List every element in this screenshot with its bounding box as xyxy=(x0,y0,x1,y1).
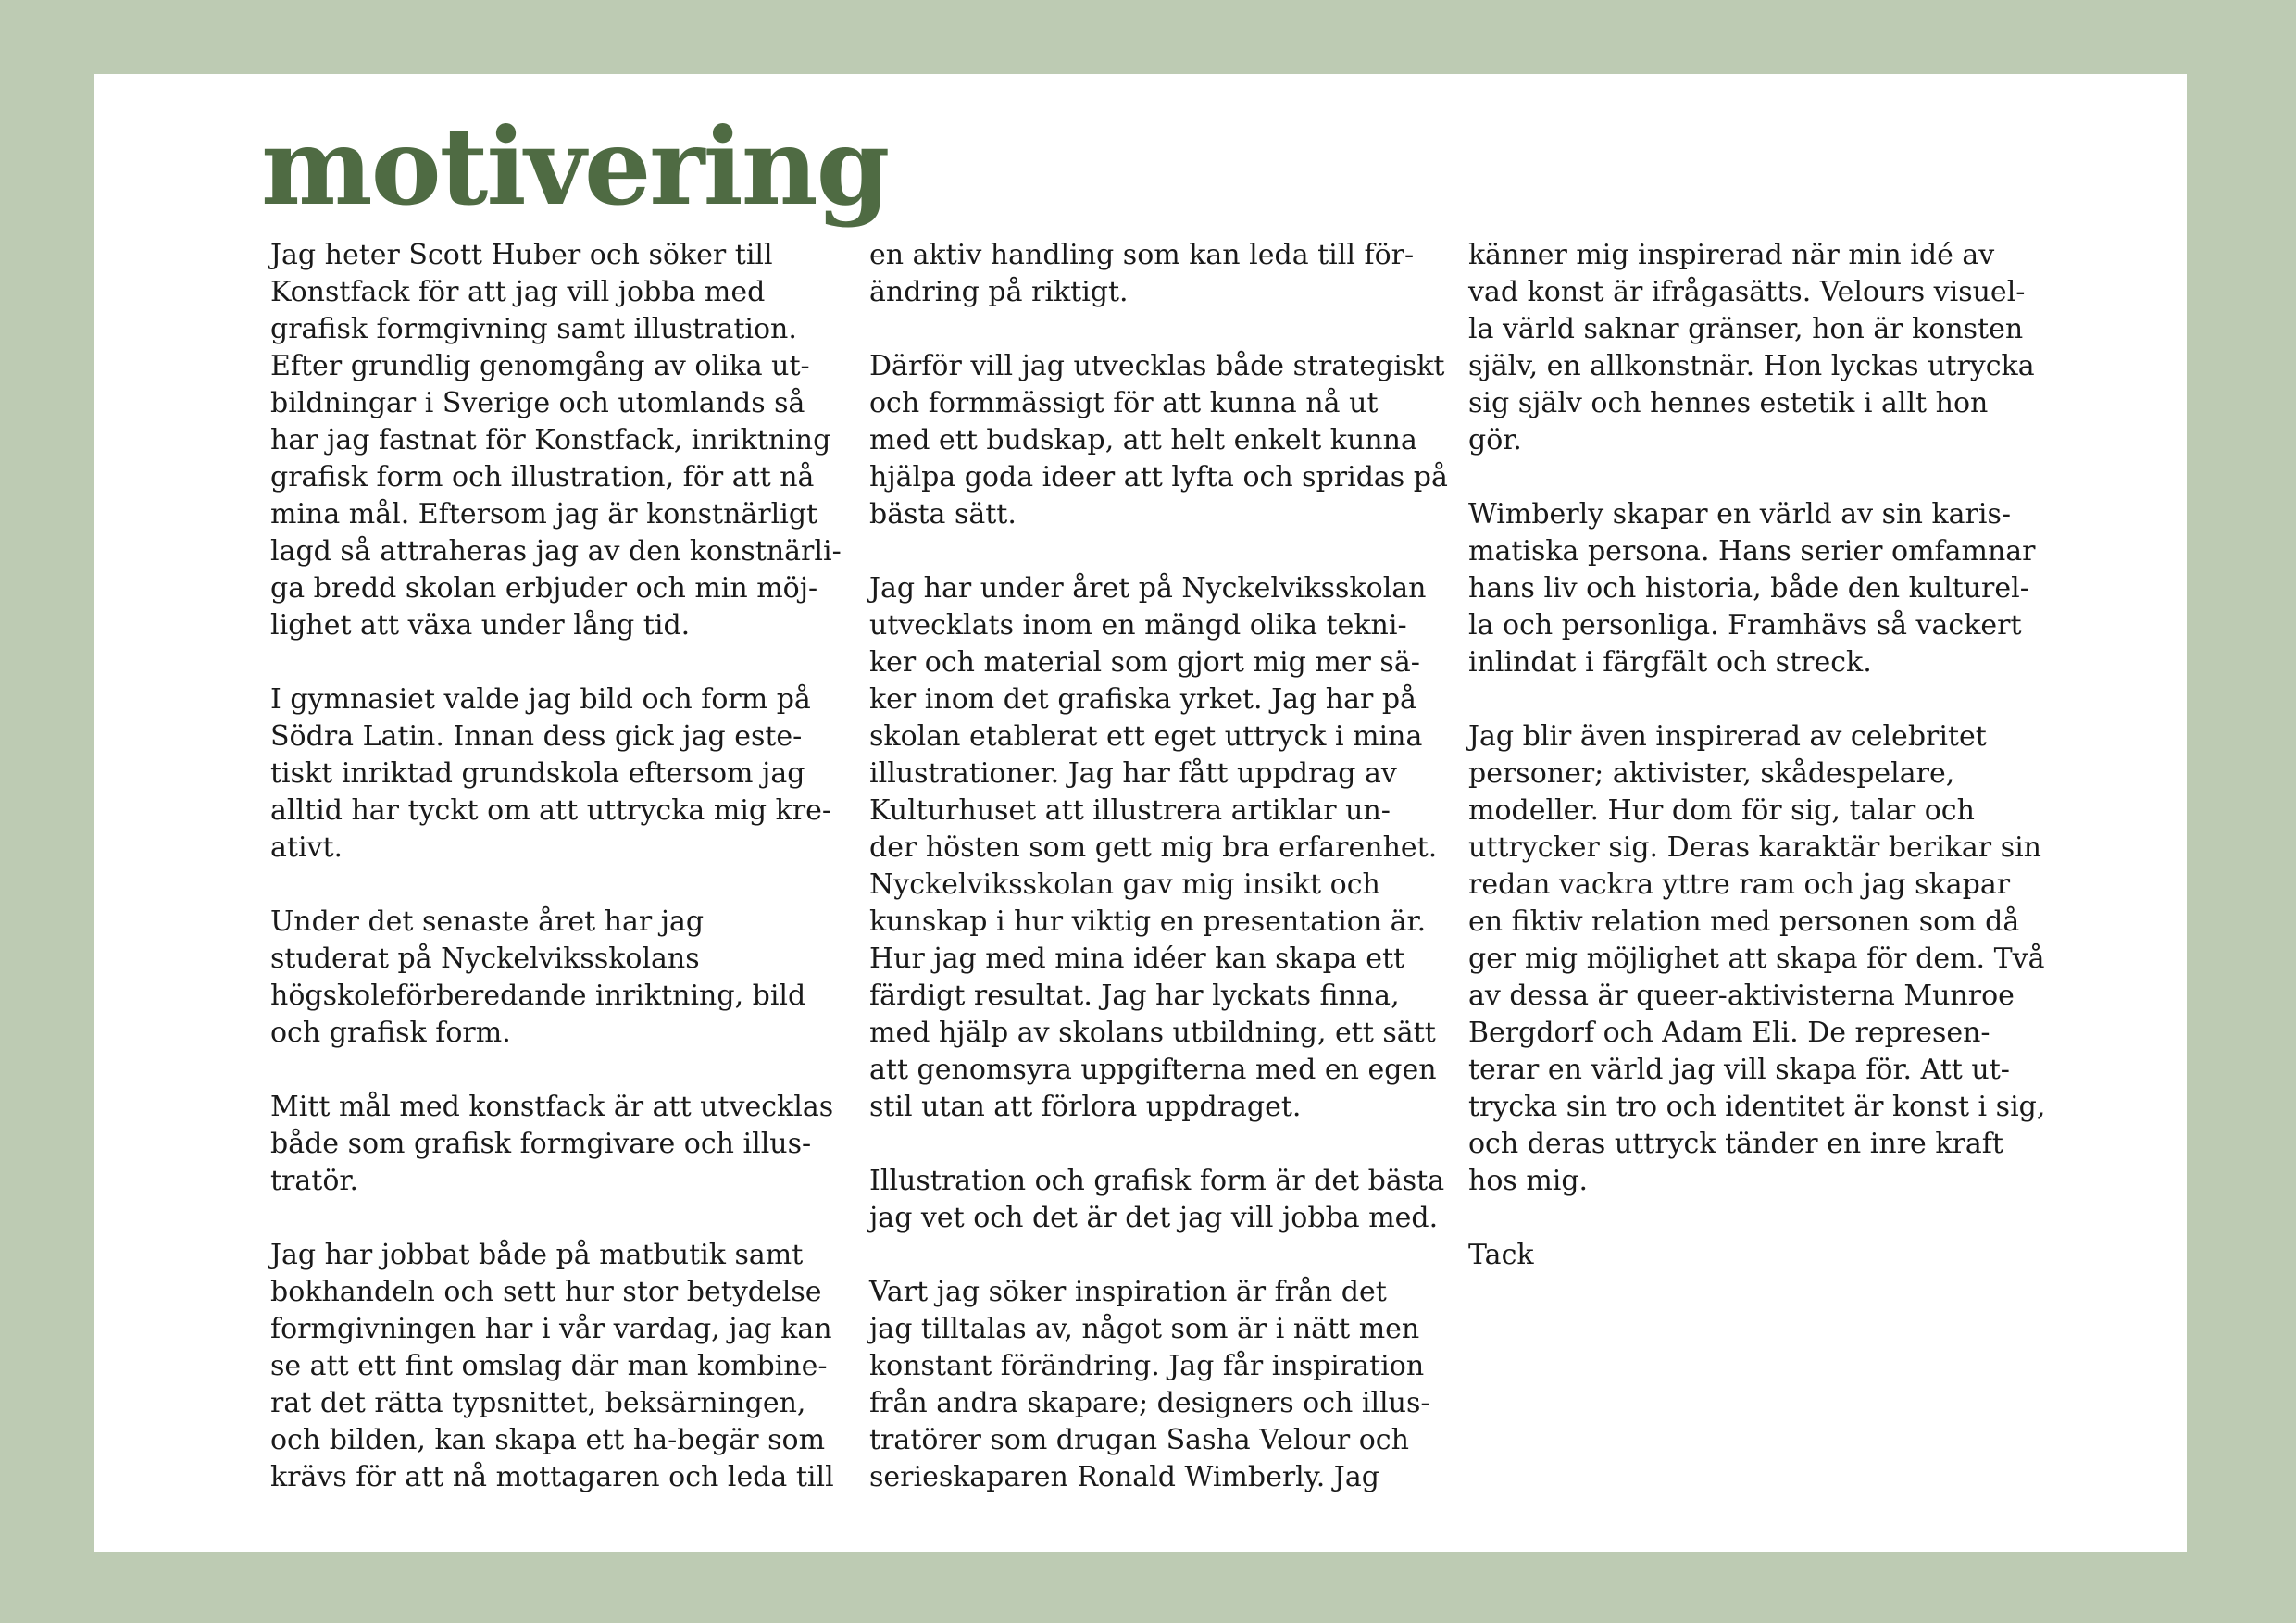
text-line: skolan etablerat ett eget uttryck i mina xyxy=(869,720,1423,753)
text-line: högskoleförberedande inriktning, bild xyxy=(270,980,806,1012)
text-line: ändring på riktigt. xyxy=(869,276,1129,308)
text-line: ker inom det grafiska yrket. Jag har på xyxy=(869,683,1416,716)
text-line: personer; aktivister, skådespelare, xyxy=(1468,757,1955,790)
text-line: lagd så attraheras jag av den konstnärli- xyxy=(270,535,842,568)
text-line: Konstfack för att jag vill jobba med xyxy=(270,276,766,308)
text-line: inlindat i färgfält och streck. xyxy=(1468,646,1872,679)
text-line: själv, en allkonstnär. Hon lyckas utrycka xyxy=(1468,350,2035,382)
paragraph xyxy=(869,1274,1434,1496)
text-line: serieskaparen Ronald Wimberly. Jag xyxy=(869,1461,1379,1493)
text-line: Jag har jobbat både på matbutik samt xyxy=(270,1239,804,1271)
text-line: trycka sin tro och identitet är konst i sig, xyxy=(1468,1091,2046,1123)
text-line: illustrationer. Jag har fått uppdrag av xyxy=(869,757,1397,790)
text-line: bästa sätt. xyxy=(869,498,1017,531)
text-line: I gymnasiet valde jag bild och form på xyxy=(270,683,811,716)
text-line: och bilden, kan skapa ett ha-begär som xyxy=(270,1424,826,1456)
paragraph-gap xyxy=(270,1052,835,1089)
paragraph-gap xyxy=(270,1200,835,1237)
paragraph xyxy=(270,904,835,1052)
page-title: motivering xyxy=(261,105,889,229)
text-line: Illustration och grafisk form är det bästa xyxy=(869,1165,1445,1197)
text-line: Hur jag med mina idéer kan skapa ett xyxy=(869,943,1405,975)
text-line: att genomsyra uppgifterna med en egen xyxy=(869,1054,1437,1086)
text-line: med ett budskap, att helt enkelt kunna xyxy=(869,424,1417,456)
text-line: Bergdorf och Adam Eli. De represen- xyxy=(1468,1017,1990,1049)
text-line: Jag har under året på Nyckelviksskolan xyxy=(869,572,1427,605)
text-line: ker och material som gjort mig mer sä- xyxy=(869,646,1420,679)
text-line: hans liv och historia, både den kulturel- xyxy=(1468,572,2029,605)
text-line: tiskt inriktad grundskola eftersom jag xyxy=(270,757,805,790)
text-line: Wimberly skapar en värld av sin karis- xyxy=(1468,498,2012,531)
text-line: både som grafisk formgivare och illus- xyxy=(270,1128,812,1160)
text-line: av dessa är queer-aktivisterna Munroe xyxy=(1468,980,2015,1012)
text-line: och deras uttryck tänder en inre kraft xyxy=(1468,1128,2003,1160)
paragraph-gap xyxy=(869,1126,1434,1163)
paragraph xyxy=(1468,1237,2033,1274)
text-line: Efter grundlig genomgång av olika ut- xyxy=(270,350,810,382)
paragraph-gap xyxy=(1468,1200,2033,1237)
paragraph xyxy=(869,237,1434,311)
text-line: jag tilltalas av, något som är i nätt men xyxy=(869,1313,1420,1345)
text-line: redan vackra yttre ram och jag skapar xyxy=(1468,868,2011,901)
text-line: ger mig möjlighet att skapa för dem. Två xyxy=(1468,943,2045,975)
text-line: Därför vill jag utvecklas både strategiskt xyxy=(869,350,1445,382)
paragraph-gap xyxy=(869,1237,1434,1274)
text-line: la och personliga. Framhävs så vackert xyxy=(1468,609,2022,642)
text-line: tratörer som drugan Sasha Velour och xyxy=(869,1424,1409,1456)
text-line: uttrycker sig. Deras karaktär berikar sin xyxy=(1468,831,2041,864)
text-line: ga bredd skolan erbjuder och min möj- xyxy=(270,572,818,605)
text-line: stil utan att förlora uppdraget. xyxy=(869,1091,1302,1123)
text-line: jag vet och det är det jag vill jobba med. xyxy=(869,1202,1439,1234)
text-line: formgivningen har i vår vardag, jag kan xyxy=(270,1313,832,1345)
text-line: Nyckelviksskolan gav mig insikt och xyxy=(869,868,1380,901)
paragraph xyxy=(270,237,842,644)
text-line: Kulturhuset att illustrera artiklar un- xyxy=(869,794,1391,827)
text-line: Under det senaste året har jag xyxy=(270,905,705,938)
text-line: med hjälp av skolans utbildning, ett sätt xyxy=(869,1017,1436,1049)
text-line: kunskap i hur viktig en presentation är. xyxy=(869,905,1427,938)
paragraph xyxy=(1468,496,2036,681)
paragraph-gap xyxy=(869,533,1434,570)
paragraph xyxy=(869,348,1448,533)
text-line: och formmässigt för att kunna nå ut xyxy=(869,387,1379,419)
paragraph-gap xyxy=(1468,681,2033,718)
text-line: alltid har tyckt om att uttrycka mig kre- xyxy=(270,794,832,827)
text-line: vad konst är ifrågasätts. Velours visuel- xyxy=(1468,276,2026,308)
text-line: en aktiv handling som kan leda till för- xyxy=(869,239,1415,271)
text-column-3 xyxy=(1468,237,2046,1274)
text-line: la värld saknar gränser, hon är konsten xyxy=(1468,313,2024,345)
text-column-2 xyxy=(869,237,1448,1496)
text-line: Jag blir även inspirerad av celebritet xyxy=(1468,720,1987,753)
text-column-1 xyxy=(270,237,842,1496)
text-line: Vart jag söker inspiration är från det xyxy=(869,1276,1387,1308)
text-line: krävs för att nå mottagaren och leda till xyxy=(270,1461,834,1493)
text-line: gör. xyxy=(1468,424,1522,456)
text-line: Södra Latin. Innan dess gick jag este- xyxy=(270,720,803,753)
text-line: lighet att växa under lång tid. xyxy=(270,609,691,642)
text-line: terar en värld jag vill skapa för. Att ut- xyxy=(1468,1054,2010,1086)
document-page xyxy=(94,74,2187,1552)
text-line: der hösten som gett mig bra erfarenhet. xyxy=(869,831,1438,864)
text-line: utvecklats inom en mängd olika tekni- xyxy=(869,609,1407,642)
text-line: rat det rätta typsnittet, beksärningen, xyxy=(270,1387,806,1419)
text-line: tratör. xyxy=(270,1165,358,1197)
text-line: en fiktiv relation med personen som då xyxy=(1468,905,2020,938)
text-line: bildningar i Sverige och utomlands så xyxy=(270,387,805,419)
text-line: grafisk form och illustration, för att nå xyxy=(270,461,815,493)
text-line: se att ett fint omslag där man kombine- xyxy=(270,1350,828,1382)
paragraph xyxy=(270,1237,835,1496)
text-line: har jag fastnat för Konstfack, inriktning xyxy=(270,424,831,456)
text-line: och grafisk form. xyxy=(270,1017,511,1049)
paragraph xyxy=(1468,237,2033,459)
text-line: grafisk formgivning samt illustration. xyxy=(270,313,797,345)
paragraph-gap xyxy=(869,311,1434,348)
text-line: hos mig. xyxy=(1468,1165,1589,1197)
paragraph xyxy=(270,1089,835,1200)
paragraph-gap xyxy=(270,644,835,681)
paragraph xyxy=(1468,718,2046,1200)
text-line: ativt. xyxy=(270,831,343,864)
text-line: matiska persona. Hans serier omfamnar xyxy=(1468,535,2036,568)
paragraph xyxy=(869,1163,1445,1237)
text-line: Mitt mål med konstfack är att utvecklas xyxy=(270,1091,834,1123)
paragraph xyxy=(869,570,1438,1126)
paragraph-gap xyxy=(270,867,835,904)
text-line: Tack xyxy=(1468,1239,1534,1271)
text-line: konstant förändring. Jag får inspiration xyxy=(869,1350,1425,1382)
text-line: från andra skapare; designers och illus- xyxy=(869,1387,1430,1419)
text-line: modeller. Hur dom för sig, talar och xyxy=(1468,794,1975,827)
paragraph xyxy=(270,681,835,867)
text-line: Jag heter Scott Huber och söker till xyxy=(270,239,773,271)
text-line: mina mål. Eftersom jag är konstnärligt xyxy=(270,498,818,531)
text-line: färdigt resultat. Jag har lyckats finna, xyxy=(869,980,1400,1012)
paragraph-gap xyxy=(1468,459,2033,496)
text-line: sig själv och hennes estetik i allt hon xyxy=(1468,387,1989,419)
text-line: känner mig inspirerad när min idé av xyxy=(1468,239,1995,271)
text-line: hjälpa goda ideer att lyfta och spridas på xyxy=(869,461,1448,493)
text-line: bokhandeln och sett hur stor betydelse xyxy=(270,1276,822,1308)
text-line: studerat på Nyckelviksskolans xyxy=(270,943,700,975)
